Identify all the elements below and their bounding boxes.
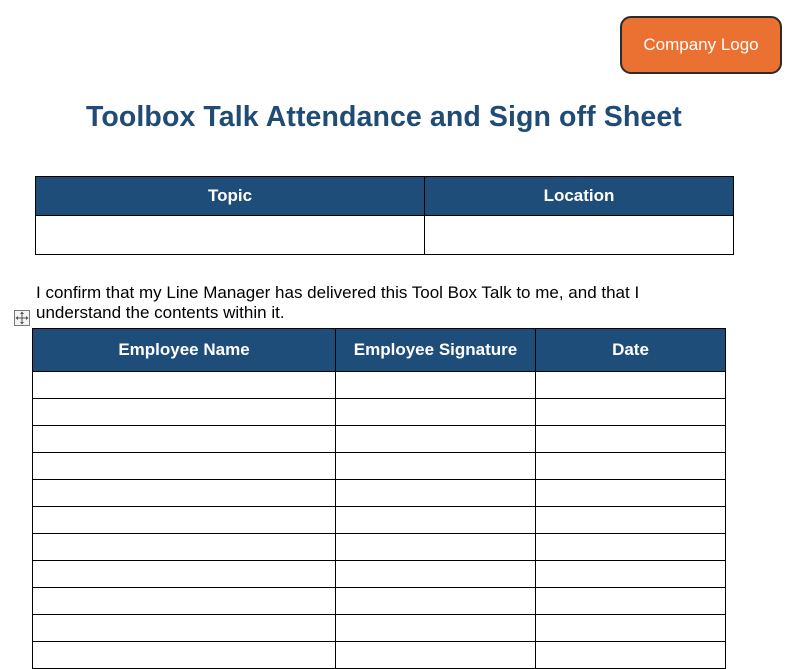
employee-signature-cell[interactable] [336, 372, 536, 399]
employee-signature-cell[interactable] [336, 615, 536, 642]
topic-location-table [35, 176, 734, 255]
date-cell[interactable] [536, 588, 726, 615]
topic-table-header-row [36, 177, 734, 216]
company-logo-label: Company Logo [643, 35, 759, 54]
date-cell[interactable] [536, 399, 726, 426]
date-header: Date [536, 329, 726, 372]
employee-name-cell[interactable] [33, 588, 336, 615]
employee-signature-cell[interactable] [336, 561, 536, 588]
date-cell[interactable] [536, 507, 726, 534]
confirmation-statement: I confirm that my Line Manager has delivered this Tool Box Talk to me, and that I understand the contents within it. [36, 283, 640, 322]
date-cell[interactable] [536, 615, 726, 642]
employee-signature-cell[interactable] [336, 642, 536, 669]
date-cell[interactable] [536, 534, 726, 561]
page-title: Toolbox Talk Attendance and Sign off Sheet [86, 101, 682, 133]
employee-name-cell[interactable] [33, 642, 336, 669]
table-row [33, 372, 726, 399]
date-cell[interactable] [536, 480, 726, 507]
date-cell[interactable] [536, 642, 726, 669]
table-row [33, 507, 726, 534]
employee-name-cell[interactable] [33, 534, 336, 561]
employee-signature-header: Employee Signature [336, 329, 536, 372]
location-header: Location [425, 177, 734, 216]
employee-name-cell[interactable] [33, 426, 336, 453]
date-cell[interactable] [536, 453, 726, 480]
employee-signature-cell[interactable] [336, 534, 536, 561]
company-logo-placeholder [620, 16, 782, 74]
employee-signature-cell[interactable] [336, 588, 536, 615]
employee-name-cell[interactable] [33, 615, 336, 642]
table-row [33, 480, 726, 507]
table-row [33, 426, 726, 453]
employee-name-cell[interactable] [33, 372, 336, 399]
employee-table-header-row [33, 329, 726, 372]
table-row [33, 615, 726, 642]
employee-signature-cell[interactable] [336, 453, 536, 480]
topic-header: Topic [36, 177, 425, 216]
employee-name-cell[interactable] [33, 453, 336, 480]
topic-cell[interactable] [36, 216, 425, 255]
move-arrows-icon[interactable] [14, 310, 30, 326]
employee-name-cell[interactable] [33, 480, 336, 507]
date-cell[interactable] [536, 372, 726, 399]
table-row [33, 642, 726, 669]
employee-signature-cell[interactable] [336, 426, 536, 453]
employee-signoff-table [32, 328, 726, 669]
table-row [33, 399, 726, 426]
employee-name-cell[interactable] [33, 561, 336, 588]
table-row [33, 561, 726, 588]
date-cell[interactable] [536, 561, 726, 588]
table-row [33, 588, 726, 615]
location-cell[interactable] [425, 216, 734, 255]
employee-signature-cell[interactable] [336, 507, 536, 534]
topic-table-row [36, 216, 734, 255]
table-row [33, 453, 726, 480]
employee-name-cell[interactable] [33, 399, 336, 426]
employee-signature-cell[interactable] [336, 480, 536, 507]
employee-name-cell[interactable] [33, 507, 336, 534]
employee-name-header: Employee Name [33, 329, 336, 372]
table-row [33, 534, 726, 561]
employee-signature-cell[interactable] [336, 399, 536, 426]
date-cell[interactable] [536, 426, 726, 453]
